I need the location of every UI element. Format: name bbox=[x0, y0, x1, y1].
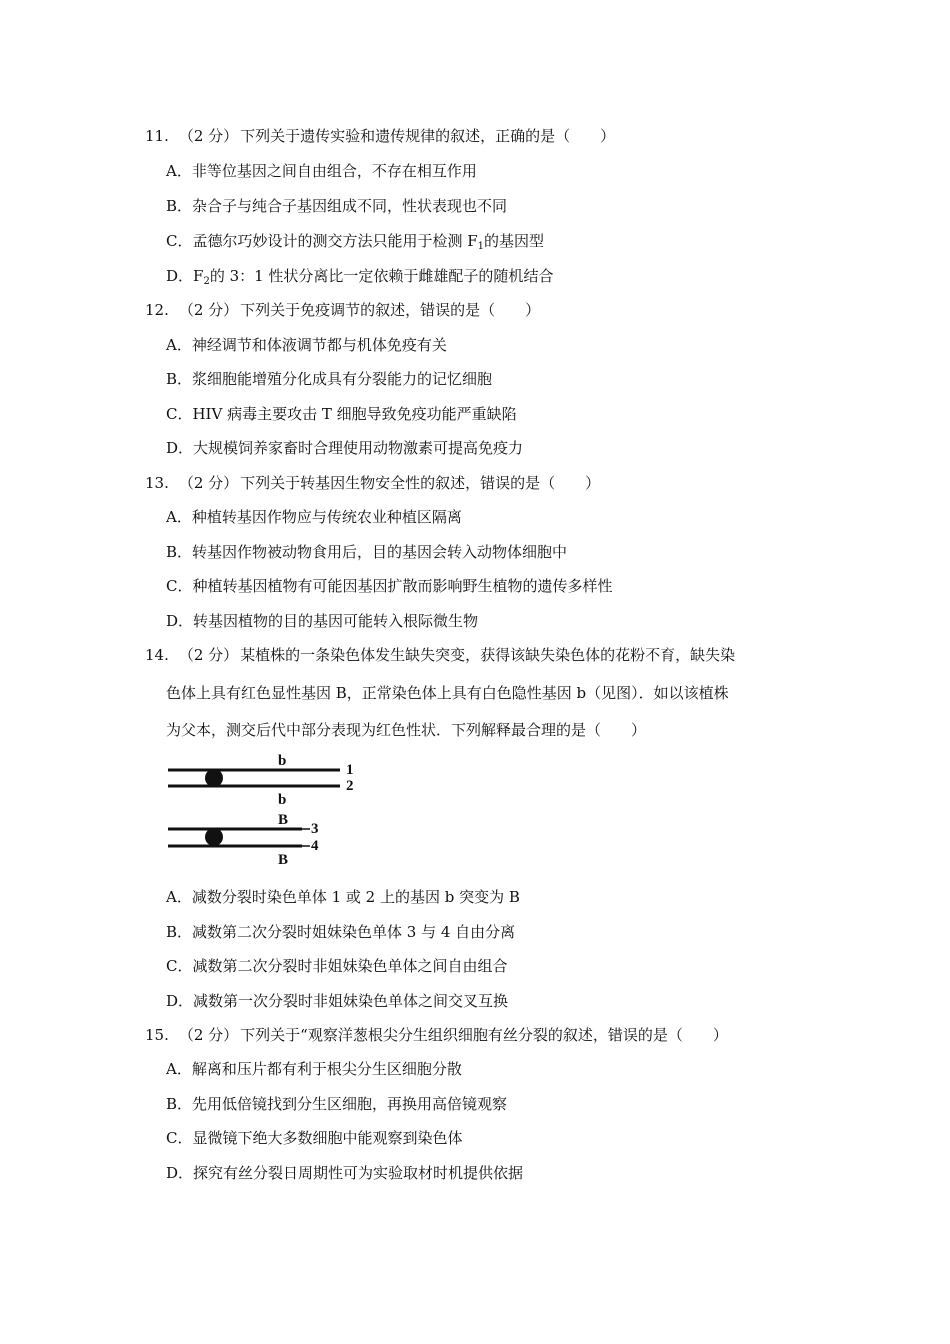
question-points: （2 分） bbox=[178, 646, 239, 664]
question-text: 下列关于“观察洋葱根尖分生组织细胞有丝分裂的叙述，错误的是（ ） bbox=[240, 1026, 728, 1044]
question-14-stem bbox=[145, 645, 735, 665]
question-text: 下列关于遗传实验和遗传规律的叙述，正确的是（ ） bbox=[240, 127, 616, 145]
question-text: 某植株的一条染色体发生缺失突变，获得该缺失染色体的花粉不育，缺失染 bbox=[240, 646, 736, 664]
question-15-option-b: B．先用低倍镜找到分生区细胞，再换用高倍镜观察 bbox=[166, 1095, 508, 1113]
chromatid-label-2: 2 bbox=[346, 778, 354, 794]
question-text: 下列关于转基因生物安全性的叙述，错误的是（ ） bbox=[240, 474, 601, 492]
chromosome-diagram bbox=[160, 752, 370, 867]
option-text: 的 3：1 性状分离比一定依赖于雌雄配子的随机结合 bbox=[209, 267, 554, 285]
gene-label-b-top: b bbox=[278, 753, 287, 769]
option-text: D．F bbox=[166, 267, 204, 285]
question-13-stem bbox=[145, 473, 600, 493]
question-points: （2 分） bbox=[178, 127, 239, 145]
question-number: 14. bbox=[145, 646, 169, 664]
chromatid-label-4: 4 bbox=[311, 838, 319, 854]
question-points: （2 分） bbox=[178, 301, 239, 319]
question-14-option-b: B．减数第二次分裂时姐妹染色单体 3 与 4 自由分离 bbox=[166, 923, 516, 941]
question-11-option-a: A．非等位基因之间自由组合，不存在相互作用 bbox=[166, 162, 477, 180]
question-14-option-c: C．减数第二次分裂时非姐妹染色单体之间自由组合 bbox=[166, 957, 508, 975]
question-13-option-a: A．种植转基因作物应与传统农业种植区隔离 bbox=[166, 508, 462, 526]
question-11-option-d bbox=[166, 266, 553, 292]
centromere-bottom bbox=[205, 828, 223, 846]
centromere-top bbox=[205, 769, 223, 787]
question-12-stem bbox=[145, 300, 540, 320]
chromatid-label-3: 3 bbox=[311, 821, 319, 837]
question-14-option-a: A．减数分裂时染色单体 1 或 2 上的基因 b 突变为 B bbox=[166, 888, 520, 906]
question-13-option-b: B．转基因作物被动物食用后，目的基因会转入动物体细胞中 bbox=[166, 543, 568, 561]
gene-label-b-bottom: b bbox=[278, 792, 287, 808]
question-11-stem bbox=[145, 126, 615, 146]
question-12-option-c: C．HIV 病毒主要攻击 T 细胞导致免疫功能严重缺陷 bbox=[166, 405, 517, 423]
question-13-option-d: D．转基因植物的目的基因可能转入根际微生物 bbox=[166, 612, 479, 630]
question-15-option-a: A．解离和压片都有利于根尖分生区细胞分散 bbox=[166, 1060, 462, 1078]
question-11-option-c bbox=[166, 231, 544, 257]
question-14-stem-line-3: 为父本，测交后代中部分表现为红色性状．下列解释最合理的是（ ） bbox=[166, 721, 647, 739]
question-number: 15. bbox=[145, 1026, 169, 1044]
question-12-option-a: A．神经调节和体液调节都与机体免疫有关 bbox=[166, 336, 447, 354]
question-number: 11. bbox=[145, 127, 169, 145]
question-12-option-d: D．大规模饲养家畜时合理使用动物激素可提高免疫力 bbox=[166, 439, 524, 457]
gene-label-B-top: B bbox=[278, 812, 289, 828]
question-text: 下列关于免疫调节的叙述，错误的是（ ） bbox=[240, 301, 541, 319]
question-15-option-c: C．显微镜下绝大多数细胞中能观察到染色体 bbox=[166, 1129, 463, 1147]
question-15-option-d: D．探究有丝分裂日周期性可为实验取材时机提供依据 bbox=[166, 1164, 524, 1182]
question-14-stem-line-2: 色体上具有红色显性基因 B，正常染色体上具有白色隐性基因 b（见图）．如以该植株 bbox=[166, 684, 729, 702]
question-12-option-b: B．浆细胞能增殖分化成具有分裂能力的记忆细胞 bbox=[166, 370, 493, 388]
chromatid-label-1: 1 bbox=[346, 762, 354, 778]
question-points: （2 分） bbox=[178, 1026, 239, 1044]
question-15-stem bbox=[145, 1025, 728, 1045]
question-14-option-d: D．减数第一次分裂时非姐妹染色单体之间交叉互换 bbox=[166, 992, 509, 1010]
question-13-option-c: C．种植转基因植物有可能因基因扩散而影响野生植物的遗传多样性 bbox=[166, 577, 613, 595]
question-11-option-b: B．杂合子与纯合子基因组成不同，性状表现也不同 bbox=[166, 197, 508, 215]
subscript: 1 bbox=[477, 241, 485, 252]
question-number: 13. bbox=[145, 474, 169, 492]
option-text: 的基因型 bbox=[484, 232, 545, 250]
option-text: C．孟德尔巧妙设计的测交方法只能用于检测 F bbox=[166, 232, 478, 250]
subscript: 2 bbox=[203, 276, 210, 287]
gene-label-B-bottom: B bbox=[278, 852, 289, 867]
question-number: 12. bbox=[145, 301, 169, 319]
question-points: （2 分） bbox=[178, 474, 239, 492]
